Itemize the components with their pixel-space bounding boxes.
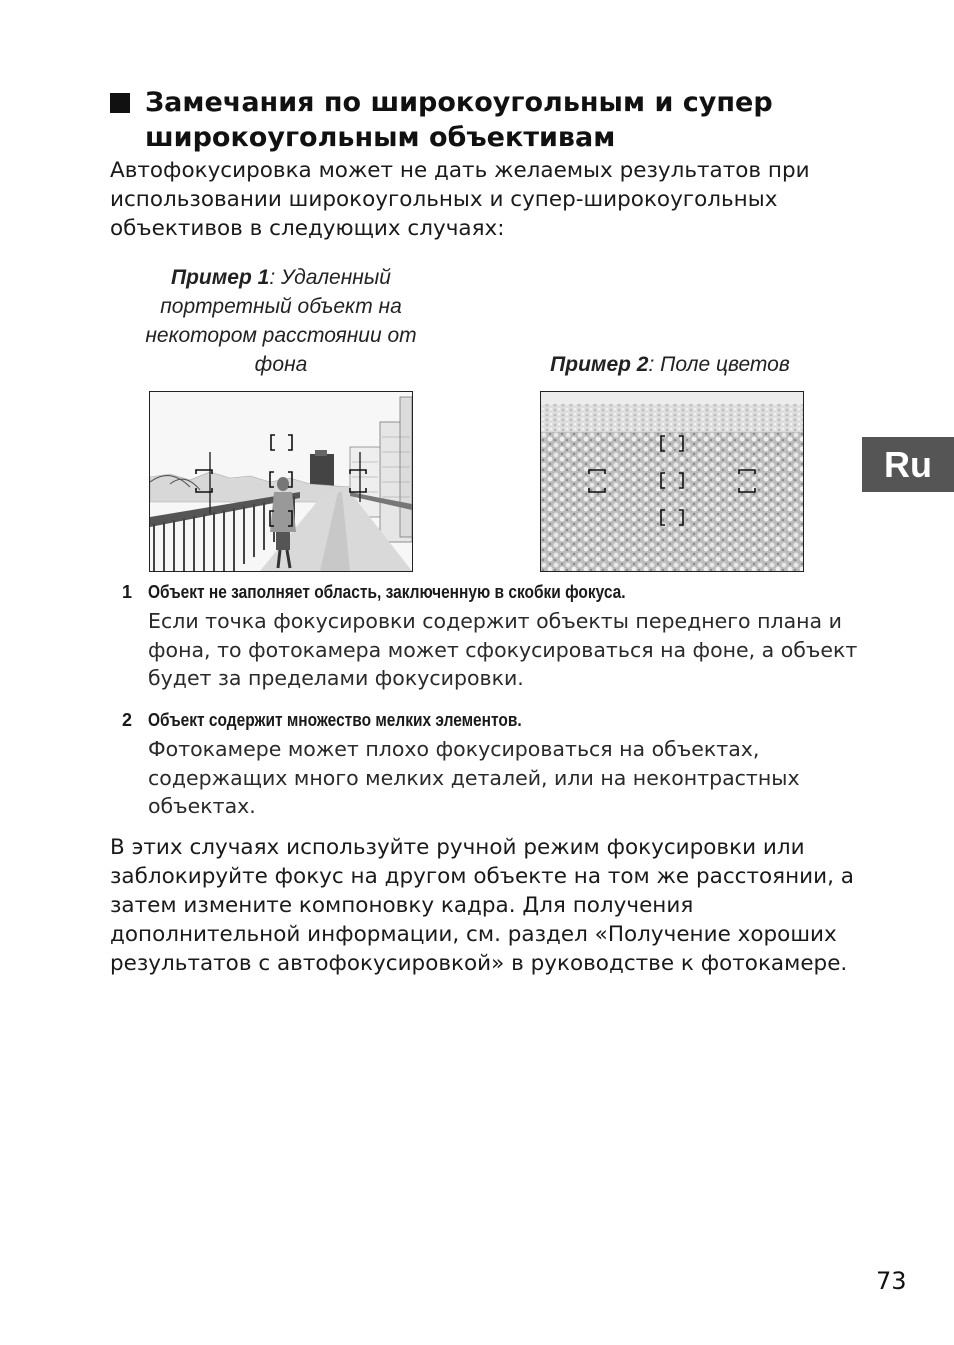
example-2-label: Пример 2 <box>550 353 649 376</box>
item-1-body-line: будет за пределами фокусировки. <box>148 666 524 690</box>
outro-line: заблокируйте фокус на другом объекте на том же расстоянии, а <box>110 864 854 889</box>
intro-line: Автофокусировка может не дать желаемых результатов при <box>110 158 810 183</box>
outro-line: В этих случаях используйте ручной режим фокусировки или <box>110 835 805 860</box>
example-1-caption-line: некотором расстоянии от <box>145 324 417 347</box>
example-1-photo <box>149 391 413 572</box>
intro-line: использовании широкоугольных и супер-широкоугольных <box>110 187 778 212</box>
language-tab[interactable]: Ru <box>862 437 954 492</box>
item-2-body-line: содержащих много мелких деталей, или на неконтрастных <box>148 765 800 790</box>
heading-line-2: широкоугольным объективам <box>145 122 616 153</box>
item-1-body-line: Если точка фокусировки содержит объекты переднего плана и <box>148 609 842 633</box>
item-2-title: Объект содержит множество мелких элементов. <box>148 710 522 730</box>
heading-square-bullet <box>110 93 130 113</box>
page-number: 73 <box>876 1267 907 1295</box>
item-2-body <box>148 735 848 821</box>
example-1-caption <box>118 263 444 379</box>
item-2-body-line: Фотокамере может плохо фокусироваться на объектах, <box>148 737 760 761</box>
example-1-label: Пример 1 <box>170 266 270 289</box>
example-1-caption-line: : Удаленный <box>269 266 391 289</box>
example-2-caption <box>520 350 820 379</box>
intro-line: объективов в следующих случаях: <box>110 216 505 241</box>
example-2-caption-line: : Поле цветов <box>648 353 790 376</box>
example-1-caption-line: портретный объект на <box>160 295 402 318</box>
item-1-body <box>148 607 858 693</box>
outro-line: результатов с автофокусировкой» в руководстве к фотокамере. <box>110 951 848 976</box>
intro-paragraph <box>110 156 830 243</box>
item-1-number: 1 <box>122 582 133 602</box>
street-scene-illustration <box>150 392 412 571</box>
example-1-caption-line: фона <box>254 353 308 376</box>
heading-line-1: Замечания по широкоугольным и супер <box>145 87 773 118</box>
item-1-title: Объект не заполняет область, заключенную в скобки фокуса. <box>148 582 626 602</box>
item-2-number: 2 <box>122 710 133 730</box>
item-2-body-line: объектах. <box>148 794 256 818</box>
outro-paragraph <box>110 833 854 978</box>
flower-field-illustration <box>541 392 803 571</box>
outro-line: затем измените компоновку кадра. Для получения <box>110 893 694 918</box>
item-1-body-line: фона, то фотокамера может сфокусироваться на фоне, а объект <box>148 637 858 662</box>
outro-line: дополнительной информации, см. раздел «Получение хороших <box>110 922 837 947</box>
example-2-photo <box>540 391 804 572</box>
